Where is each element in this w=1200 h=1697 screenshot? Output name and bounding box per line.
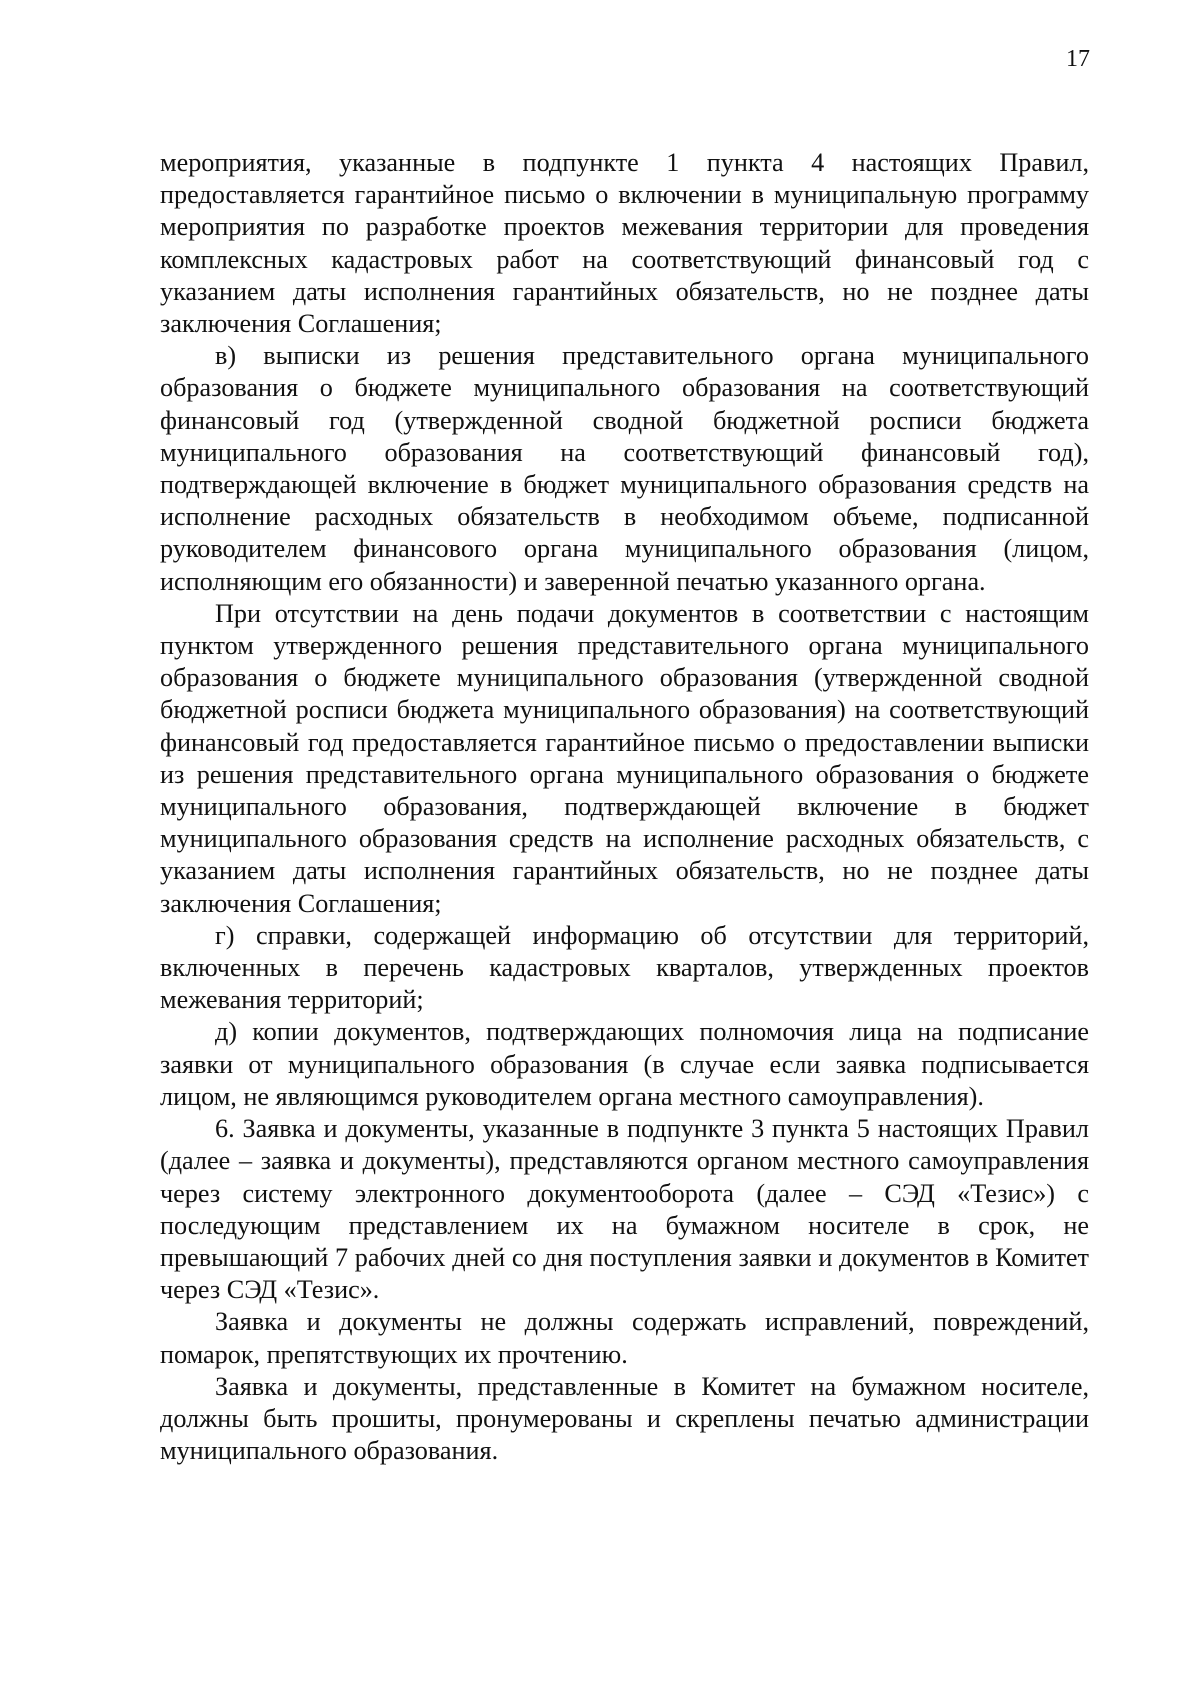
paragraph-no-corrections: Заявка и документы не должны содержать исправлений, повреждений, помарок, препятствующих их прочтению. [160, 1307, 1089, 1369]
paragraph-absence-clause: При отсутствии на день подачи документов в соответствии с настоящим пунктом утвержденного решения представительного органа муниципального образования о бюджете муниципального образования (утвержденной сводной бюджетной росписи бюджета муниципального образования) на соответствующий финансовый год предоставляется гарантийное письмо о предоставлении выписки из решения представительного органа муниципального образования о бюджете муниципального образования, подтверждающей включение в бюджет муниципального образования средств на исполнение расходных обязательств, с указанием даты исполнения гарантийных обязательств, но не позднее даты заключения Соглашения; [160, 598, 1089, 918]
paragraph-item-d: д) копии документов, подтверждающих полномочия лица на подписание заявки от муниципального образования (в случае если заявка подписывается лицом, не являющимся руководителем органа местного самоуправления). [160, 1017, 1089, 1111]
paragraph-paper-requirements: Заявка и документы, представленные в Комитет на бумажном носителе, должны быть прошиты, пронумерованы и скреплены печатью администрации муниципального образования. [160, 1371, 1089, 1466]
paragraph-item-v: в) выписки из решения представительного органа муниципального образования о бюджете муниципального образования на соответствующий финансовый год (утвержденной сводной бюджетной росписи бюджета муниципального образования на соответствующий финансовый год), подтверждающей включение в бюджет муниципального образования средств на исполнение расходных обязательств в необходимом объеме, подписанной руководителем финансового органа муниципального образования (лицом, исполняющим его обязанности) и заверенной печатью указанного органа. [160, 341, 1089, 596]
page-number: 17 [1066, 46, 1090, 72]
document-body [160, 147, 1089, 1467]
paragraph-continuation: мероприятия, указанные в подпункте 1 пункта 4 настоящих Правил, предоставляется гарантийное письмо о включении в муниципальную программу мероприятия по разработке проектов межевания территории для проведения комплексных кадастровых работ на соответствующий финансовый год с указанием даты исполнения гарантийных обязательств, но не позднее даты заключения Соглашения; [160, 148, 1089, 339]
paragraph-section-6: 6. Заявка и документы, указанные в подпункте 3 пункта 5 настоящих Правил (далее – заявка и документы), представляются органом местного самоуправления через систему электронного документооборота (далее – СЭД «Тезис») с последующим представлением их на бумажном носителе в срок, не превышающий 7 рабочих дней со дня поступления заявки и документов в Комитет через СЭД «Тезис». [160, 1114, 1089, 1305]
paragraph-item-g: г) справки, содержащей информацию об отсутствии для территорий, включенных в перечень кадастровых кварталов, утвержденных проектов межевания территорий; [160, 920, 1089, 1015]
